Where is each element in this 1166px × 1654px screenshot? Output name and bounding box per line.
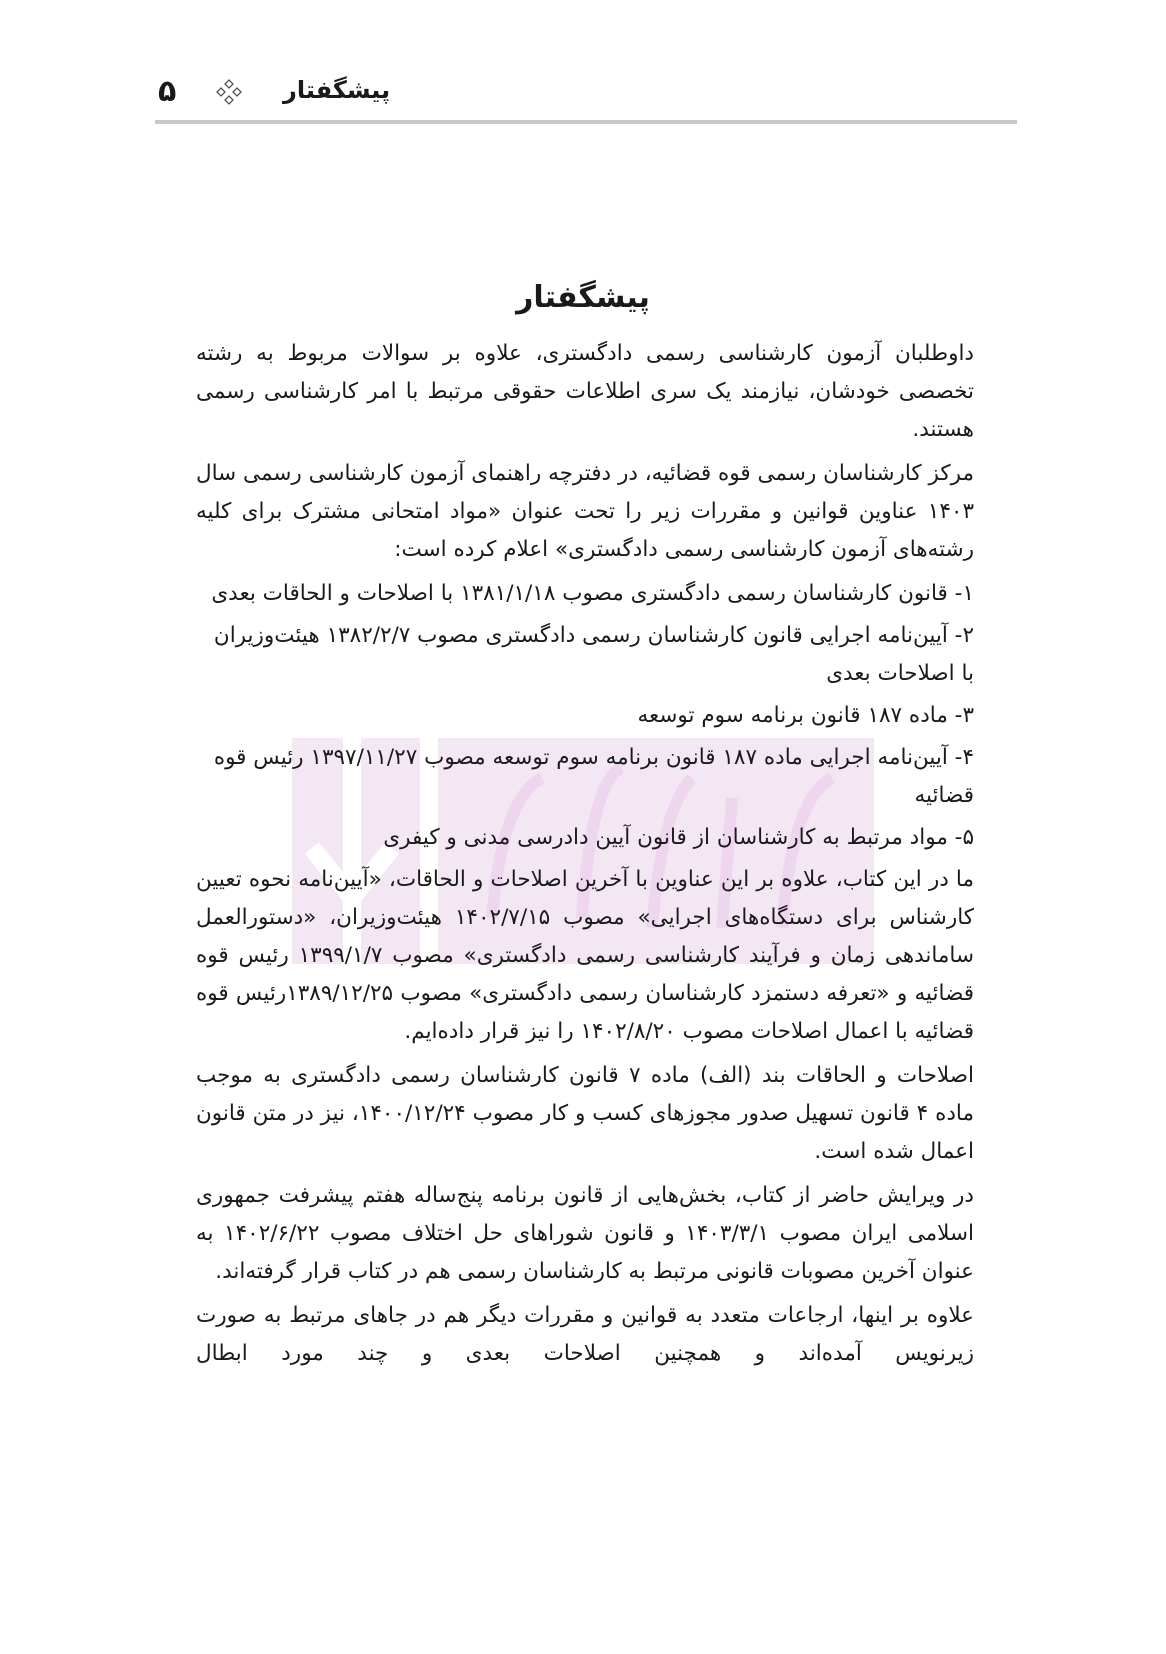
list-item: ۴- آیین‌نامه اجرایی ماده ۱۸۷ قانون برنامه سوم توسعه مصوب ۱۳۹۷/۱۱/۲۷ رئیس قوه قضائیه — [213, 745, 974, 808]
list-item: ۱- قانون کارشناسان رسمی دادگستری مصوب ۱۳۸۱/۱/۱۸ با اصلاحات و الحاقات بعدی — [211, 581, 974, 606]
body-text — [196, 335, 974, 1379]
list-item: ۳- ماده ۱۸۷ قانون برنامه سوم توسعه — [637, 703, 974, 728]
paragraph: داوطلبان آزمون کارشناسی رسمی دادگستری، علاوه بر سوالات مربوط به رشته تخصصی خودشان، نیازمند یک سری اطلاعات حقوقی مرتبط با امر کارشناسی رسمی هستند. — [196, 341, 974, 442]
four-diamond-ornament-icon — [215, 78, 243, 106]
paragraph: در ویرایش حاضر از کتاب، بخش‌هایی از قانون برنامه پنج‌ساله هفتم پیشرفت جمهوری اسلامی ایران مصوب ۱۴۰۳/۳/۱ و قانون شوراهای حل اختلاف مصوب ۱۴۰۲/۶/۲۲ به عنوان آخرین مصوبات قانونی مرتبط به کارشناسان رسمی هم در کتاب قرار گرفته‌اند. — [196, 1183, 974, 1284]
paragraph: علاوه بر اینها، ارجاعات متعدد به قوانین و مقررات دیگر هم در جاهای مرتبط به صورت زیرنویس آمده‌اند و همچنین اصلاحات بعدی و چند مورد ابطال — [196, 1303, 974, 1366]
list-item: ۵- مواد مرتبط به کارشناسان از قانون آیین دادرسی مدنی و کیفری — [383, 825, 974, 850]
page-title: پیشگفتار — [516, 280, 650, 315]
running-title: پیشگفتار — [283, 76, 391, 104]
running-header — [155, 72, 1017, 112]
paragraph: اصلاحات و الحاقات بند (الف) ماده ۷ قانون کارشناسان رسمی دادگستری به موجب ماده ۴ قانون تسهیل صدور مجوزهای کسب و کار مصوب ۱۴۰۰/۱۲/۲۴، نیز در متن قانون اعمال شده است. — [196, 1063, 974, 1164]
paragraph: مرکز کارشناسان رسمی قوه قضائیه، در دفترچه راهنمای آزمون کارشناسی رسمی سال ۱۴۰۳ عناوین قوانین و مقررات زیر را تحت عنوان «مواد امتحانی مشترک برای کلیه رشته‌های آزمون کارشناسی رسمی دادگستری» اعلام کرده است: — [196, 461, 974, 562]
paragraph: ما در این کتاب، علاوه بر این عناوین با آخرین اصلاحات و الحاقات، «آیین‌نامه نحوه تعیین کارشناس برای دستگاه‌های اجرایی» مصوب ۱۴۰۲/۷/۱۵ هیئت‌وزیران، «دستورالعمل ساماندهی زمان و فرآیند کارشناسی رسمی دادگستری» مصوب ۱۳۹۹/۱/۷ رئیس قوه قضائیه و «تعرفه دستمزد کارشناسان رسمی دادگستری» مصوب ۱۳۸۹/۱۲/۲۵رئیس قوه قضائیه با اعمال اصلاحات مصوب ۱۴۰۲/۸/۲۰ را نیز قرار داده‌ایم. — [196, 867, 974, 1044]
header-divider — [155, 120, 1017, 124]
page-number: ۵ — [158, 74, 177, 109]
list-item: ۲- آیین‌نامه اجرایی قانون کارشناسان رسمی دادگستری مصوب ۱۳۸۲/۲/۷ هیئت‌وزیران با اصلاحات بعدی — [213, 623, 974, 686]
